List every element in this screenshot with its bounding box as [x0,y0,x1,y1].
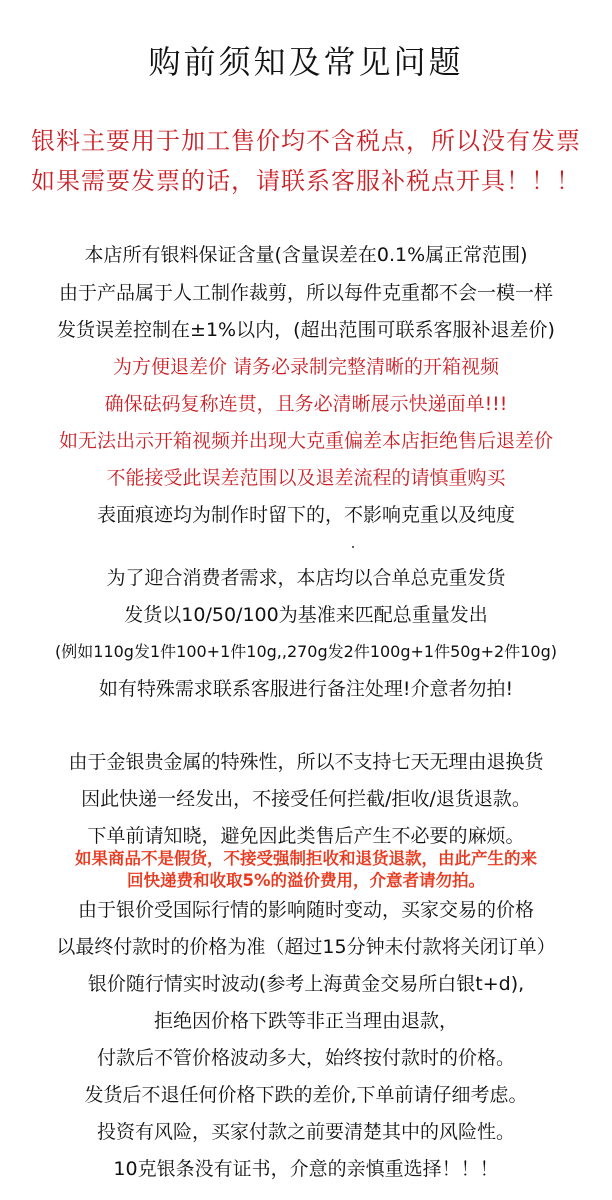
careful-purchase-notice: 不能接受此误差范围以及退差流程的请慎重购买 [106,467,506,489]
decorative-dot [352,546,354,548]
price-fluctuation-text: 由于银价受国际行情的影响随时变动，买家交易的价格 [77,899,534,921]
special-request-text: 如有特殊需求联系客服进行备注处理!介意者勿拍! [98,678,514,700]
payment-price-text: 付款后不管价格波动多大，始终按付款时的价格。 [96,1047,515,1069]
forced-refusal-notice-2: 回快递费和收取5%的溢价费用，介意者请勿拍。 [126,871,485,890]
error-range-text: 发货误差控制在±1%以内，(超出范围可联系客服补退差价) [57,319,555,341]
page-title: 购前须知及常见问题 [148,43,464,81]
shipping-example-text: (例如110g发1件100+1件10g,,270g发2件100g+1件50g+2件10g) [55,642,557,661]
combined-shipping-text: 为了迎合消费者需求，本店均以合单总克重发货 [106,567,506,589]
silver-price-reference-text: 银价随行情实时波动(参考上海黄金交易所白银t+d), [87,973,525,995]
forced-refusal-notice-1: 如果商品不是假货，不接受强制拒收和退货退款，由此产生的来 [75,849,537,868]
no-price-difference-text: 发货后不退任何价格下跌的差价,下单前请仔细考虑。 [84,1084,528,1106]
purity-guarantee-text: 本店所有银料保证含量(含量误差在0.1%属正常范围) [84,244,528,266]
no-return-policy-text: 由于金银贵金属的特殊性，所以不支持七天无理由退换货 [68,751,544,773]
invoice-notice-line-1: 银料主要用于加工售价均不含税点，所以没有发票 [31,127,581,155]
no-certificate-text: 10克银条没有证书，介意的亲慎重选择！！！ [113,1158,499,1180]
weight-variation-text: 由于产品属于人工制作裁剪，所以每件克重都不会一模一样 [58,282,553,304]
no-intercept-text: 因此快递一经发出，不接受任何拦截/拒收/退货退款。 [81,788,531,810]
avoid-trouble-text: 下单前请知晓，避免因此类售后产生不必要的麻烦。 [87,825,525,847]
shipping-basis-text: 发货以10/50/100为基准来匹配总重量发出 [124,604,488,626]
refusal-notice: 如无法出示开箱视频并出现大克重偏差本店拒绝售后退差价 [58,430,553,452]
final-price-text: 以最终付款时的价格为准（超过15分钟未付款将关闭订单） [56,936,556,958]
weight-proof-notice: 确保砝码复称连贯，且务必清晰展示快递面单!!! [104,393,508,415]
unboxing-video-notice: 为方便退差价 请务必录制完整清晰的开箱视频 [112,356,500,378]
investment-risk-text: 投资有风险，买家付款之前要清楚其中的风险性。 [96,1121,515,1143]
surface-marks-text: 表面痕迹均为制作时留下的，不影响克重以及纯度 [96,504,515,526]
invoice-notice-line-2: 如果需要发票的话，请联系客服补税点开具！！！ [31,167,581,195]
refund-refusal-text: 拒绝因价格下跌等非正当理由退款， [153,1010,458,1032]
